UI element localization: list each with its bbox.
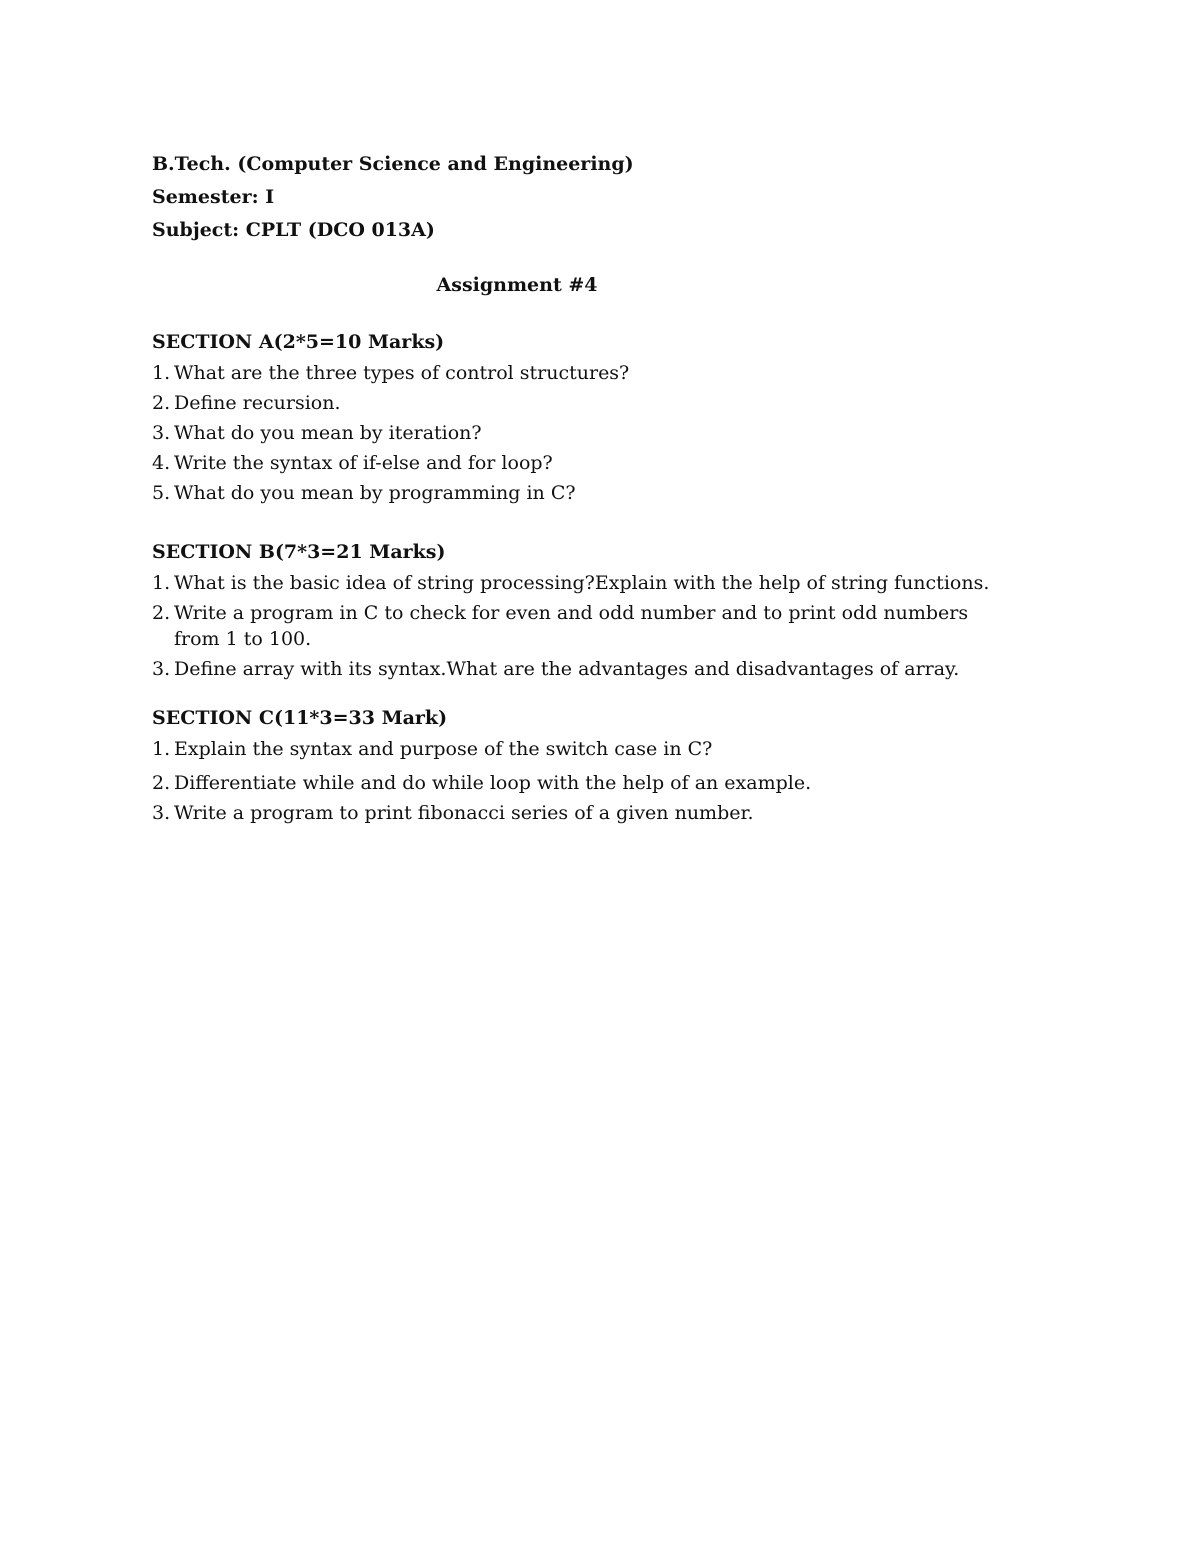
question-item [152,770,1014,796]
question-number: 5. [152,482,171,504]
question-number: 2. [152,392,171,414]
question-number: 2. [152,772,171,794]
question-text: Write a program to print fibonacci series of a given number. [174,802,754,824]
section-a [152,330,1014,510]
question-text: Define array with its syntax.What are the advantages and disadvantages of array. [174,658,960,680]
question-number: 4. [152,452,171,474]
question-number: 3. [152,802,171,824]
section-c [152,706,1014,830]
question-text: What do you mean by iteration? [174,422,482,444]
question-item [152,570,1014,596]
question-text: Define recursion. [174,392,341,414]
section-c-heading: SECTION C(11*3=33 Mark) [152,707,448,729]
question-number: 3. [152,422,171,444]
assignment-title: Assignment #4 [436,274,598,296]
question-item [152,736,1014,762]
question-item [152,800,1014,826]
section-b-heading: SECTION B(7*3=21 Marks) [152,541,446,563]
question-item [152,480,1014,506]
question-text: Differentiate while and do while loop with the help of an example. [174,772,812,794]
section-b [152,540,1014,686]
question-text: Write a program in C to check for even and odd number and to print odd numbers from 1 to 100. [174,602,969,650]
question-item [152,656,1014,682]
question-number: 1. [152,362,171,384]
question-number: 3. [152,658,171,680]
question-item [152,420,1014,446]
question-item [152,600,1014,652]
question-item [152,390,1014,416]
question-number: 1. [152,572,171,594]
program-line: B.Tech. (Computer Science and Engineering) [152,153,634,175]
question-text: What is the basic idea of string processing?Explain with the help of string functions. [174,572,990,594]
question-number: 1. [152,738,171,760]
question-item [152,450,1014,476]
question-text: What do you mean by programming in C? [174,482,576,504]
question-text: Write the syntax of if-else and for loop? [174,452,553,474]
question-text: What are the three types of control structures? [174,362,630,384]
question-number: 2. [152,602,171,624]
subject-line: Subject: CPLT (DCO 013A) [152,219,435,241]
question-item [152,360,1014,386]
semester-line: Semester: I [152,186,275,208]
section-a-heading: SECTION A(2*5=10 Marks) [152,331,445,353]
question-text: Explain the syntax and purpose of the switch case in C? [174,738,713,760]
